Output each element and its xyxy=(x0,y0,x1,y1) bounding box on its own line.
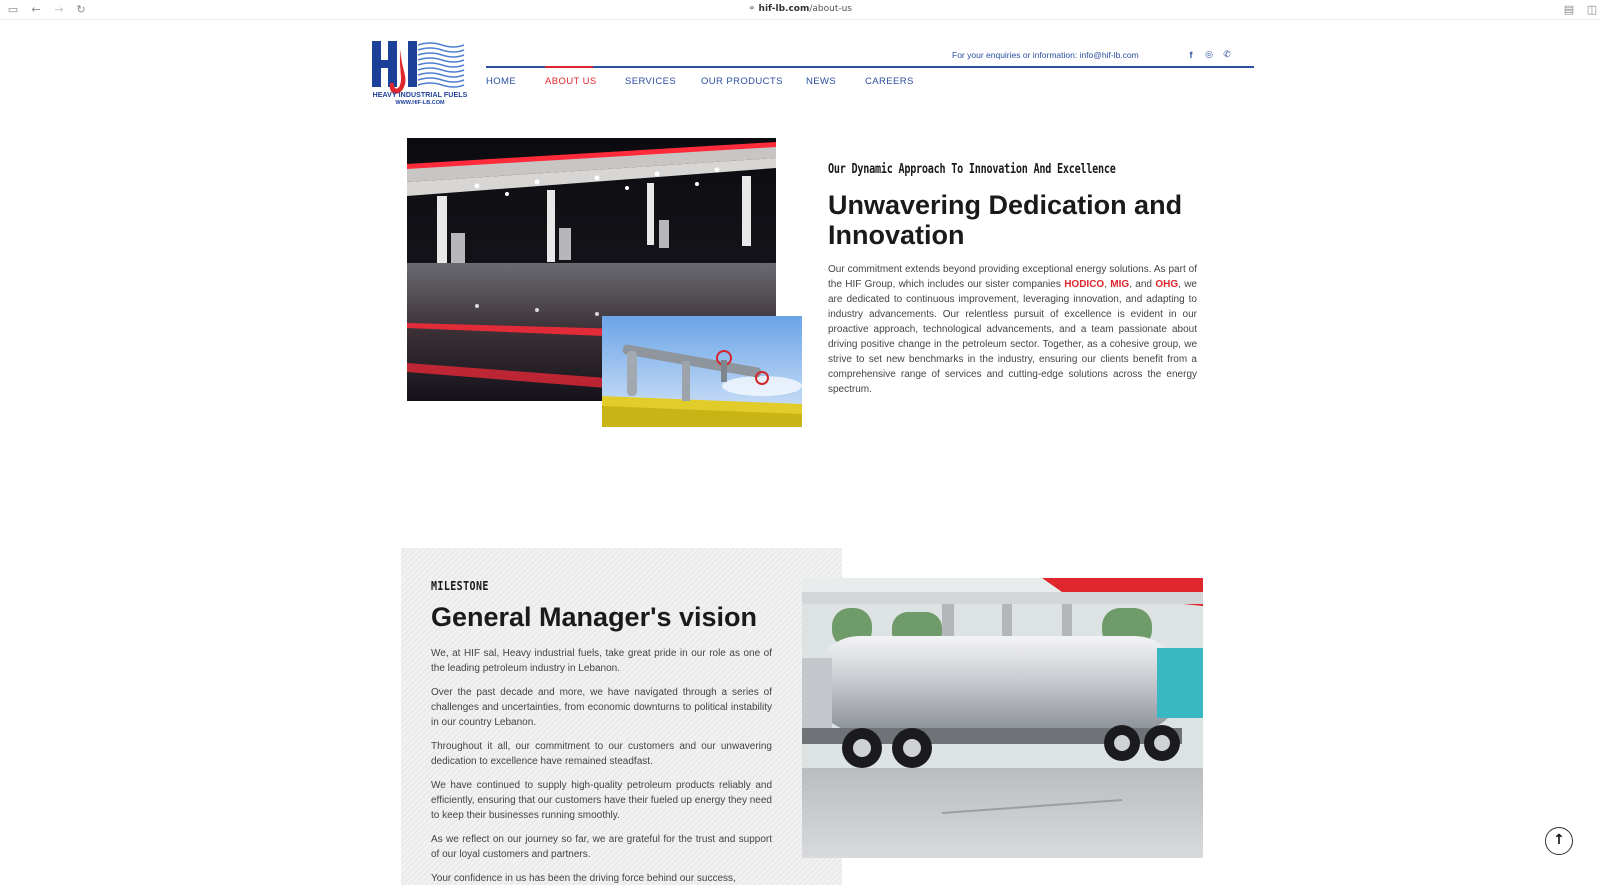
hodico-link[interactable]: HODICO xyxy=(1064,279,1105,290)
mig-link[interactable]: MIG xyxy=(1110,279,1130,290)
vision-paragraph: As we reflect on our journey so far, we are grateful for the trust and support of our loyal customers and partners. xyxy=(431,834,772,860)
vision-paragraph: We, at HIF sal, Heavy industrial fuels, take great pride in our role as one of the leading petroleum industry in Lebanon. xyxy=(431,648,772,674)
vision-paragraph: Throughout it all, our commitment to our customers and our unwavering dedication to excellence have remained steadfast. xyxy=(431,741,772,767)
section2-title: General Manager's vision xyxy=(431,602,758,632)
vision-paragraph: We have continued to supply high-quality petroleum products reliably and efficiently, ensuring that our customers have their fueled up energy they need to keep their businesses running smoothly. xyxy=(431,780,772,821)
separator: , and xyxy=(1129,279,1156,290)
logo-company-name: HEAVY INDUSTRIAL FUELS xyxy=(372,92,468,99)
browser-toolbar xyxy=(0,0,1600,20)
nav-home[interactable]: HOME xyxy=(486,76,517,87)
back-icon[interactable]: ← xyxy=(31,3,41,16)
ohg-link[interactable]: OHG xyxy=(1155,279,1179,290)
reload-icon[interactable]: ↻ xyxy=(76,3,86,16)
section2-body xyxy=(431,646,772,895)
arrow-up-icon: ↑ xyxy=(1553,832,1565,848)
instagram-icon[interactable]: ◎ xyxy=(1205,50,1213,60)
enquiry-text[interactable]: For your enquiries or information: info@hif-lb.com xyxy=(952,50,1139,60)
scroll-to-top-button[interactable] xyxy=(1545,827,1573,855)
separator: , xyxy=(1104,279,1111,290)
vision-paragraph: Over the past decade and more, we have navigated through a series of challenges and uncertainties, from economic downturns to political instability in our country Lebanon. xyxy=(431,687,772,728)
split-view-icon[interactable]: ◫ xyxy=(1586,3,1598,16)
nav-about-us[interactable]: ABOUT US xyxy=(545,76,597,87)
forward-icon[interactable]: → xyxy=(54,3,64,16)
nav-careers[interactable]: CAREERS xyxy=(865,76,914,87)
reader-icon[interactable]: ▤ xyxy=(1563,3,1575,16)
url-host: hif-lb.com xyxy=(758,4,810,14)
section1-body-text-cont: , we are dedicated to continuous improvement, leveraging innovation, and adapting to industry advancements. Our relentless pursuit of excellence is evident in our proactive approach, technological advancements, and a team passionate about driving positive change in the petroleum sector. Together, as a cohesive group, we strive to set new benchmarks in the industry, ensuring our clients benefit from a comprehensive range of services and cutting-edge solutions across the energy spectrum. xyxy=(828,279,1197,395)
pipeline-valve-image xyxy=(602,316,802,427)
fuel-tanker-truck-image xyxy=(802,578,1203,858)
section1-body-text: Our commitment extends beyond providing exceptional energy solutions. As part of the HIF Group, which includes our sister companies xyxy=(828,264,1197,290)
nav-our-products[interactable]: OUR PRODUCTS xyxy=(701,76,783,87)
section1-body xyxy=(828,262,1197,397)
logo-website: WWW.HIF-LB.COM xyxy=(395,100,445,106)
whatsapp-icon[interactable]: ✆ xyxy=(1223,50,1231,60)
nav-news[interactable]: NEWS xyxy=(806,76,837,87)
url-path: /about-us xyxy=(809,4,852,14)
active-nav-indicator xyxy=(545,66,593,68)
nav-services[interactable]: SERVICES xyxy=(625,76,677,87)
facebook-icon[interactable]: f xyxy=(1189,50,1193,60)
sidebar-toggle-icon[interactable]: ▭ xyxy=(7,3,19,16)
address-bar[interactable] xyxy=(0,4,1600,14)
section1-title: Unwavering Dedication and Innovation xyxy=(828,190,1183,250)
header-topbar xyxy=(486,48,1254,68)
section1-eyebrow: Our Dynamic Approach To Innovation And Excellence xyxy=(828,162,1116,177)
vision-paragraph: Your confidence in us has been the driving force behind our success, xyxy=(431,873,736,884)
section2-eyebrow: MILESTONE xyxy=(431,578,489,593)
link-icon: ⚭ xyxy=(747,4,756,14)
